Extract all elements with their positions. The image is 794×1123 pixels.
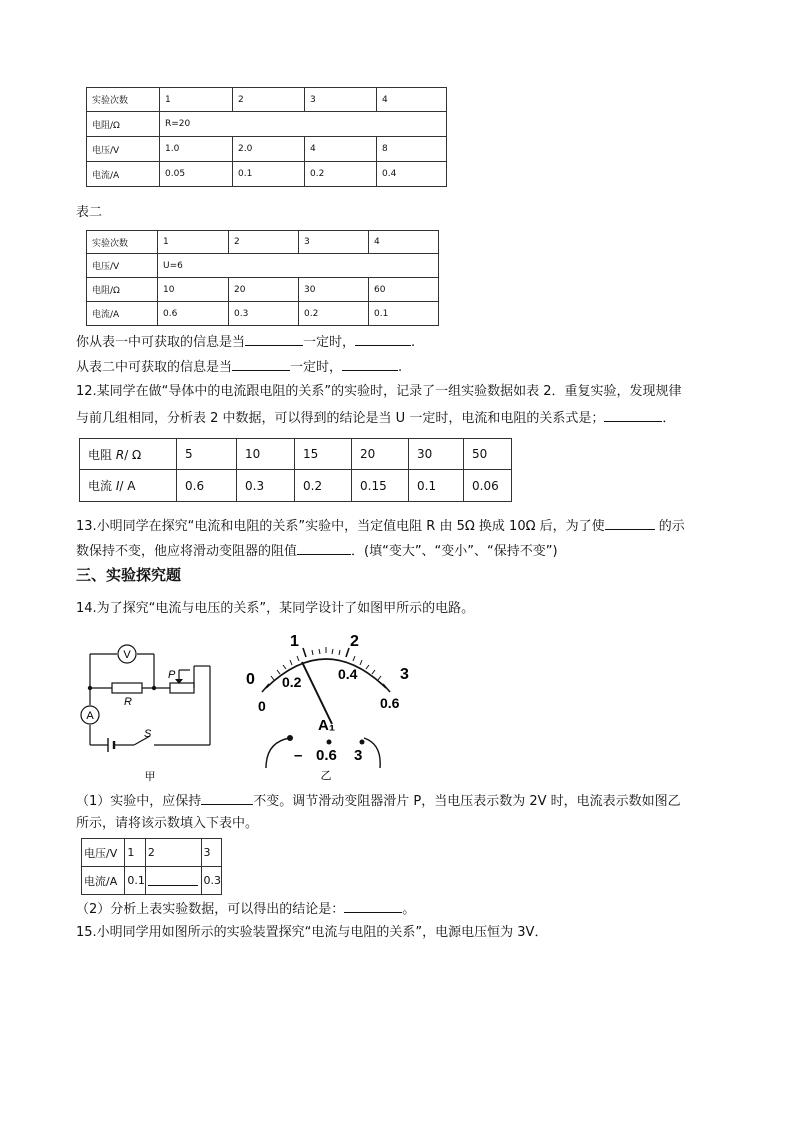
dial-label-big: 2 [350,633,359,650]
table-cell: 10 [237,439,295,470]
table-cell: 0.4 [377,162,447,187]
dial-tick [383,684,390,692]
table-cell: 0.05 [160,162,233,187]
table-row [87,137,447,162]
table-row [87,254,439,278]
terminal-label: 0.6 [316,747,337,764]
terminal-wire [364,738,380,768]
terminal-wire [266,738,290,768]
table-cell: 30 [299,278,369,302]
terminal-dot [360,740,365,745]
table-cell: 5 [177,439,237,470]
table-cell: 0.6 [158,302,229,326]
q14-part1-line2: 所示，请将该示数填入下表中。 [76,816,259,831]
q11-line2 [76,358,402,376]
table-cell: 1 [125,839,146,867]
dial-label-small: 0.6 [380,695,400,711]
table-row [80,470,512,502]
table-row [87,112,447,137]
circuit-caption: 甲 [144,771,156,783]
table-cell: 0.2 [305,162,377,187]
answer-blank[interactable] [605,517,655,530]
table-cell: 1 [160,88,233,112]
q13-text: 13.小明同学在探究“电流和电阻的关系”实验中，当定值电阻 R 由 5Ω 换成 10Ω 后，为了使 [76,519,605,534]
table-cell: 电阻/Ω [87,278,158,302]
dial-tick [262,684,269,692]
q12-text: ． [662,411,676,426]
junction-dot [88,686,92,690]
answer-blank[interactable] [344,900,402,913]
table-cell: 4 [377,88,447,112]
dial-label-small: 0 [258,698,266,714]
q11-text: 从表二中可获取的信息是当 [76,360,233,375]
answer-blank[interactable] [201,792,253,805]
q14-text: 。 [402,902,416,917]
table-cell: 1.0 [160,137,233,162]
junction-dot [152,686,156,690]
answer-blank[interactable] [355,333,411,346]
q15-text: 15.小明同学用如图所示的实验装置探究“电流与电阻的关系”，电源电压恒为 3V． [76,925,548,940]
voltmeter-label: V [123,649,131,661]
answer-blank[interactable] [297,542,351,555]
dial-tick [346,648,349,657]
dial-label-big: 3 [400,666,409,683]
table-cell: 0.2 [295,470,352,502]
table-cell: 0.1 [369,302,439,326]
table-cell: 0.15 [352,470,409,502]
q11-text: . [411,335,416,350]
circuit-diagram [74,638,216,786]
table-cell: 4 [305,137,377,162]
table-cell: 3 [305,88,377,112]
q11-text: . [398,360,403,375]
section-title: 三、实验探究题 [76,566,182,584]
table-cell: 0.06 [464,470,512,502]
table-row [87,278,439,302]
q14-part2 [76,900,415,918]
header-resistance: 电阻 R/ Ω [80,439,177,470]
slider-label: P [168,669,176,681]
terminal-label: 3 [354,747,363,764]
q14-text: （2）分析上表实验数据，可以得出的结论是： [76,902,345,917]
table-row [87,162,447,187]
dial-label-big: 1 [290,633,299,650]
q13-line1 [76,517,685,535]
dial-tick [303,648,306,657]
q13-text: ．(填“变大”、“变小”、“保持不变”) [351,544,558,559]
table-cell: 实验次数 [87,231,158,254]
terminal-dot [287,735,293,741]
q12-table [79,438,512,502]
table-cell: 10 [158,278,229,302]
table-cell: 8 [377,137,447,162]
resistor-label: R [124,696,132,708]
q14-part1-line1 [76,792,681,810]
table-cell: 电压/V [82,839,125,867]
table-row [87,231,439,254]
table-cell: U=6 [158,254,439,278]
header-current: 电流 I/ A [80,470,177,502]
table-cell: 电流/A [82,867,125,895]
dial-label-small: 0.4 [338,666,358,682]
table-cell: 15 [295,439,352,470]
table-cell: 0.3 [201,867,222,895]
table-cell: 电压/V [87,254,158,278]
q12-text: 与前几组相同，分析表 2 中数据，可以得到的结论是当 U 一定时，电流和电阻的关系式是； [76,411,605,426]
table-cell: 3 [299,231,369,254]
answer-blank[interactable] [148,873,198,886]
table-row [87,88,447,112]
ammeter-label: A [86,710,94,722]
table-cell: 0.3 [237,470,295,502]
table-answer-cell[interactable] [145,867,201,895]
table-cell: 30 [409,439,464,470]
table-cell: 4 [369,231,439,254]
table-row [87,302,439,326]
terminal-label: – [294,747,303,764]
switch-label: S [144,728,152,740]
table-cell: 2 [233,88,305,112]
q14-text: 不变。调节滑动变阻器滑片 P，当电压表示数为 2V 时，电流表示数如图乙 [253,794,681,809]
meter-caption: 乙 [320,770,332,782]
table-row [82,839,222,867]
table-cell: 电流/A [87,162,160,187]
table-cell: 3 [201,839,222,867]
ammeter-dial [232,626,418,784]
table-cell: 60 [369,278,439,302]
table-cell: 2.0 [233,137,305,162]
table-cell: 0.1 [233,162,305,187]
dial-label-small: 0.2 [282,674,302,690]
meter-name: A₁ [318,717,336,734]
table-cell: 1 [158,231,229,254]
table-cell: 20 [229,278,299,302]
q13-text: 的示 [658,519,685,534]
dial-label-big: 0 [246,671,255,688]
answer-blank[interactable] [245,333,303,346]
table-cell: 电压/V [87,137,160,162]
table-two-caption: 表二 [76,205,103,220]
answer-blank[interactable] [342,358,398,371]
table-cell: 电阻/Ω [87,112,160,137]
q11-line1 [76,333,415,351]
table-two [86,230,439,326]
dial-needle [302,662,332,724]
table-cell: 0.1 [125,867,146,895]
table-cell: 2 [229,231,299,254]
table-cell: 电流/A [87,302,158,326]
q13-text: 数保持不变，他应将滑动变阻器的阻值 [76,544,298,559]
table-cell: 0.1 [409,470,464,502]
table-cell: 0.2 [299,302,369,326]
table-cell: 50 [464,439,512,470]
table-cell: 0.3 [229,302,299,326]
table-cell: 0.6 [177,470,237,502]
terminal-dot [327,740,332,745]
q13-line2 [76,542,558,560]
table-row [80,439,512,470]
q12-line2 [76,409,675,427]
q12-line1: 12.某同学在做“导体中的电流跟电阻的关系”的实验时，记录了一组实验数据如表 2．重复实验，发现规律 [76,384,682,399]
table-one [86,87,447,187]
q11-text: 你从表一中可获取的信息是当 [76,335,246,350]
table-cell: 实验次数 [87,88,160,112]
table-cell: R=20 [160,112,447,137]
q14-intro: 14.为了探究“电流与电压的关系”，某同学设计了如图甲所示的电路。 [76,601,475,616]
answer-blank[interactable] [604,409,662,422]
q14-table [81,838,222,895]
q11-text: 一定时， [303,335,356,350]
table-cell: 20 [352,439,409,470]
table-cell: 2 [145,839,201,867]
q14-text: （1）实验中，应保持 [76,794,202,809]
table-row [82,867,222,895]
q11-text: 一定时， [290,360,343,375]
answer-blank[interactable] [232,358,290,371]
